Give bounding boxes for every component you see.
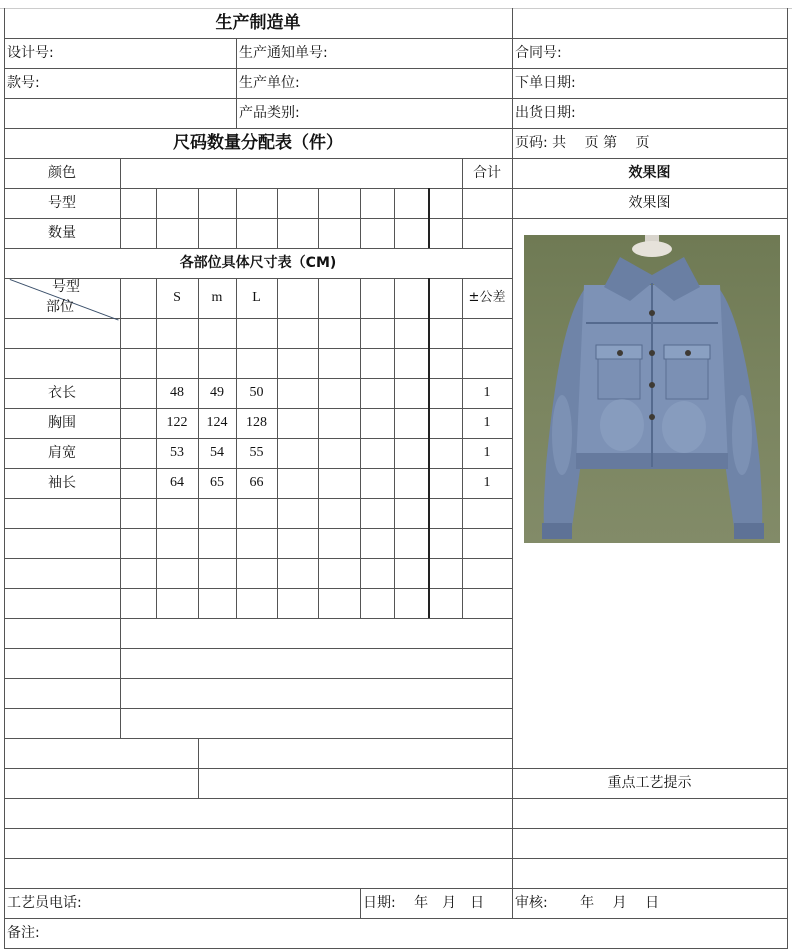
notice-no-label: 生产通知单号: [239, 45, 328, 61]
qty-label: 数量 [48, 225, 76, 241]
qty-table-title: 尺码数量分配表（件） [173, 133, 343, 153]
measure-value: 64 [170, 475, 184, 490]
measure-value: 128 [246, 415, 267, 430]
style-no-label: 款号: [7, 75, 40, 91]
denim-jacket-illustration [524, 235, 780, 543]
tolerance-value: 1 [483, 415, 491, 430]
measure-value: 65 [210, 475, 224, 490]
order-date-label: 下单日期: [515, 75, 576, 91]
measure-value: 50 [249, 385, 264, 400]
remarks-label: 备注: [7, 925, 40, 941]
size-label: 号型 [48, 195, 76, 211]
size-header-l: L [252, 290, 261, 305]
size-header-s: S [173, 290, 181, 305]
part-label: 袖长 [48, 475, 76, 491]
page-info: 页码: 共 页 第 页 [515, 135, 650, 151]
part-label: 衣长 [48, 385, 76, 401]
measure-value: 49 [210, 385, 224, 400]
measure-table-title: 各部位具体尺寸表（CM) [179, 255, 337, 271]
color-label: 颜色 [48, 165, 76, 181]
effect-subtitle: 效果图 [628, 195, 671, 211]
product-photo [524, 235, 780, 543]
review-label: 审核: 年 月 日 [515, 895, 660, 911]
date-label: 日期: 年 月 日 [363, 895, 485, 911]
ship-date-label: 出货日期: [515, 105, 576, 121]
production-unit-label: 生产单位: [239, 75, 300, 91]
measure-value: 124 [206, 415, 228, 430]
process-tips-label: 重点工艺提示 [607, 775, 692, 791]
measure-value: 122 [166, 415, 188, 430]
page-title: 生产制造单 [215, 13, 301, 33]
corner-size-label: 号型 [52, 279, 80, 295]
contract-no-label: 合同号: [515, 45, 562, 61]
part-label: 肩宽 [48, 445, 76, 461]
product-category-label: 产品类别: [239, 105, 300, 121]
tolerance-label: ±公差 [468, 290, 506, 305]
size-header-m: m [211, 290, 223, 305]
measure-value: 53 [170, 445, 184, 460]
craftsman-phone-label: 工艺员电话: [7, 895, 82, 911]
measure-value: 66 [249, 475, 264, 490]
total-label: 合计 [473, 165, 501, 181]
part-label: 胸围 [48, 415, 76, 431]
measure-value: 48 [170, 385, 184, 400]
effect-title: 效果图 [628, 165, 671, 181]
corner-part-label: 部位 [46, 299, 74, 315]
tolerance-value: 1 [483, 385, 491, 400]
tolerance-value: 1 [483, 475, 491, 490]
tolerance-value: 1 [483, 445, 491, 460]
design-no-label: 设计号: [7, 45, 54, 61]
measure-value: 55 [249, 445, 264, 460]
measure-value: 54 [210, 445, 224, 460]
